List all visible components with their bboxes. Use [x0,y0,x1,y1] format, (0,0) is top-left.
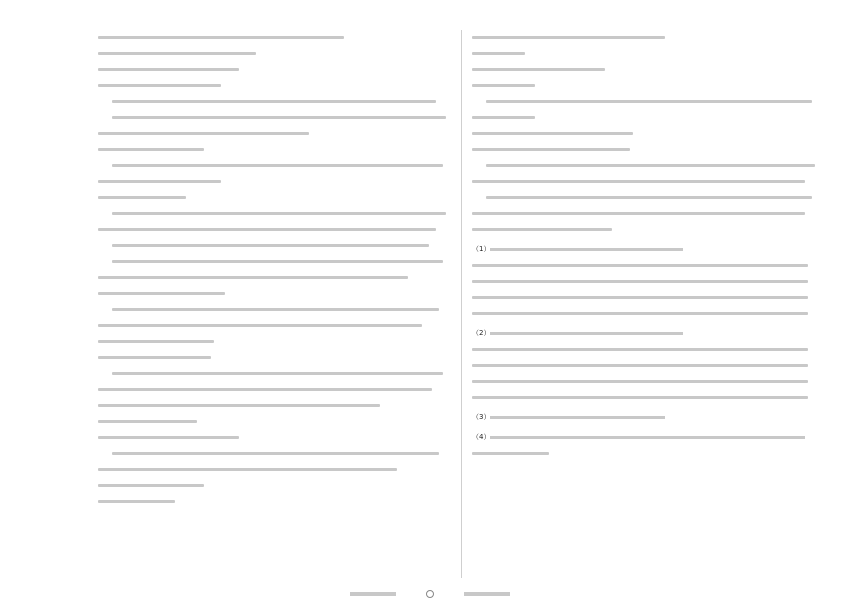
text-line [472,148,630,151]
column-divider [461,30,462,578]
text-line [472,84,535,87]
text-line [98,500,175,503]
text-line [472,212,805,215]
text-line [98,132,309,135]
left-column-story-text [98,36,450,516]
option-b [472,364,808,367]
text-line [98,84,221,87]
option-c [472,380,808,383]
text-line [472,52,525,55]
text-line [472,68,605,71]
text-line [486,164,815,167]
question-stem [490,416,665,419]
option-d [472,312,808,315]
question-stem [490,248,683,251]
text-line [98,340,214,343]
text-line [98,404,380,407]
question-number: （3） [472,413,491,421]
text-line [112,244,429,247]
text-line [98,148,204,151]
text-line [112,452,439,455]
option-c [472,296,808,299]
question-4 [472,432,822,442]
question-number: （4） [472,433,491,441]
question-stem [490,332,683,335]
text-line [98,356,211,359]
section-heading [472,452,549,455]
option-a [472,264,808,267]
text-line [98,388,432,391]
text-line [98,468,397,471]
text-line [98,196,186,199]
page-number-left [350,592,396,596]
text-line [112,308,439,311]
text-line [98,436,239,439]
text-line [486,196,812,199]
option-a [472,348,808,351]
text-line [98,292,225,295]
text-line [98,228,436,231]
question-3 [472,412,822,422]
question-2 [472,328,822,338]
text-line [472,180,805,183]
text-line [98,324,422,327]
text-line [112,212,446,215]
question-1 [472,244,822,254]
text-line [112,260,443,263]
question-number: （2） [472,329,491,337]
text-line [112,372,443,375]
page-footer [0,588,860,600]
binding-hole-icon [426,590,434,598]
text-line [98,484,204,487]
page-number-right [464,592,510,596]
text-line [472,228,612,231]
question-stem [490,436,805,439]
text-line [98,36,344,39]
text-line [98,420,197,423]
option-b [472,280,808,283]
text-line [112,100,436,103]
text-line [486,100,812,103]
text-line [472,36,665,39]
text-line [98,180,221,183]
text-line [112,164,443,167]
option-d [472,396,808,399]
text-line [472,132,633,135]
text-line [98,68,239,71]
text-line [472,116,535,119]
question-number: （1） [472,245,491,253]
text-line [98,52,256,55]
text-line [112,116,446,119]
right-column-story-and-questions [472,36,822,468]
text-line [98,276,408,279]
